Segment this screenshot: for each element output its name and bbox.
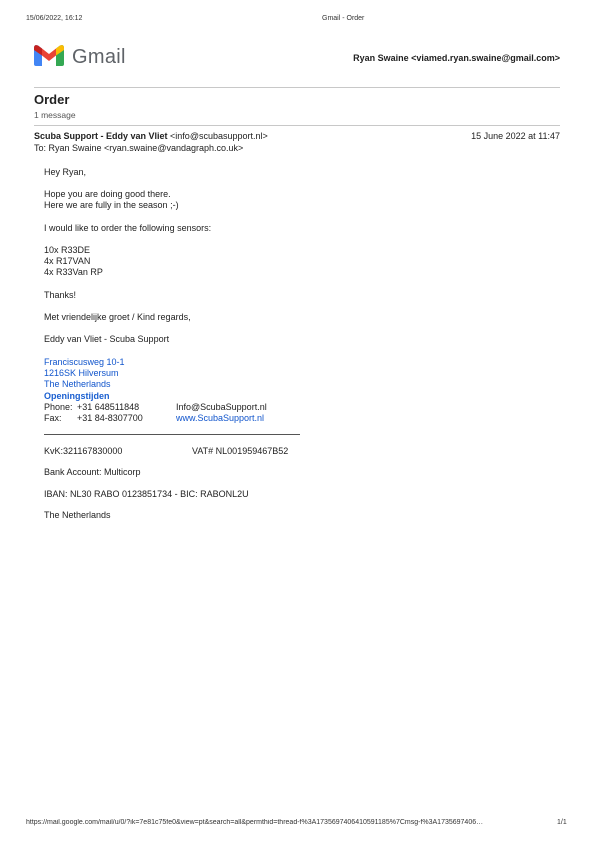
thanks-line: Thanks! bbox=[44, 290, 77, 300]
body-line: I would like to order the following sensors: bbox=[44, 223, 212, 233]
signature-country: The Netherlands bbox=[44, 510, 111, 520]
website-link[interactable]: www.ScubaSupport.nl bbox=[176, 413, 265, 423]
bank-account: Bank Account: Multicorp bbox=[44, 467, 141, 477]
fax-label: Fax: bbox=[44, 413, 62, 423]
account-label: Ryan Swaine <viamed.ryan.swaine@gmail.com> bbox=[353, 53, 560, 63]
header-divider bbox=[34, 87, 560, 88]
thread-subject: Order bbox=[34, 92, 70, 107]
print-page-number: 1/1 bbox=[557, 819, 567, 826]
gmail-m-icon bbox=[34, 44, 64, 67]
message-count: 1 message bbox=[34, 110, 76, 120]
opening-hours-link[interactable]: Openingstijden bbox=[44, 391, 110, 401]
thread-divider bbox=[34, 125, 560, 126]
message-to: To: Ryan Swaine <ryan.swaine@vandagraph.co.uk> bbox=[34, 143, 244, 153]
greeting: Hey Ryan, bbox=[44, 167, 87, 177]
body-line: Hope you are doing good there. bbox=[44, 189, 171, 199]
phone-label: Phone: bbox=[44, 402, 73, 412]
sender-line: Eddy van Vliet - Scuba Support bbox=[44, 334, 170, 344]
address-street[interactable]: Franciscusweg 10-1 bbox=[44, 357, 125, 367]
fax-number: +31 84-8307700 bbox=[77, 413, 143, 423]
vat-number: VAT# NL001959467B52 bbox=[192, 446, 289, 456]
regards-line: Met vriendelijke groet / Kind regards, bbox=[44, 312, 191, 322]
body-line: Here we are fully in the season ;-) bbox=[44, 200, 179, 210]
gmail-wordmark: Gmail bbox=[72, 46, 126, 68]
order-item: 10x R33DE bbox=[44, 245, 91, 255]
message-from bbox=[34, 131, 268, 141]
sender-name: Scuba Support - Eddy van Vliet bbox=[34, 131, 168, 141]
address-country[interactable]: The Netherlands bbox=[44, 379, 111, 389]
sender-email[interactable]: <info@scubasupport.nl> bbox=[170, 131, 268, 141]
print-page-title: Gmail - Order bbox=[322, 15, 365, 22]
contact-email: Info@ScubaSupport.nl bbox=[176, 402, 267, 412]
order-item: 4x R33Van RP bbox=[44, 267, 103, 277]
gmail-logo[interactable] bbox=[34, 44, 134, 70]
address-city[interactable]: 1216SK Hilversum bbox=[44, 368, 119, 378]
signature-divider bbox=[44, 434, 300, 435]
message-date: 15 June 2022 at 11:47 bbox=[471, 131, 560, 141]
phone-number: +31 648511848 bbox=[77, 402, 140, 412]
iban-line: IBAN: NL30 RABO 0123851734 - BIC: RABONL2U bbox=[44, 489, 249, 499]
kvk-number: KvK:321167830000 bbox=[44, 446, 123, 456]
print-datetime: 15/06/2022, 16:12 bbox=[26, 15, 83, 22]
order-item: 4x R17VAN bbox=[44, 256, 91, 266]
print-url: https://mail.google.com/mail/u/0/?ik=7e81c75fe0&view=pt&search=all&permthid=thread-f%3A1735697406410591185%7Cmsg-f%3A1735697406… bbox=[26, 819, 484, 826]
